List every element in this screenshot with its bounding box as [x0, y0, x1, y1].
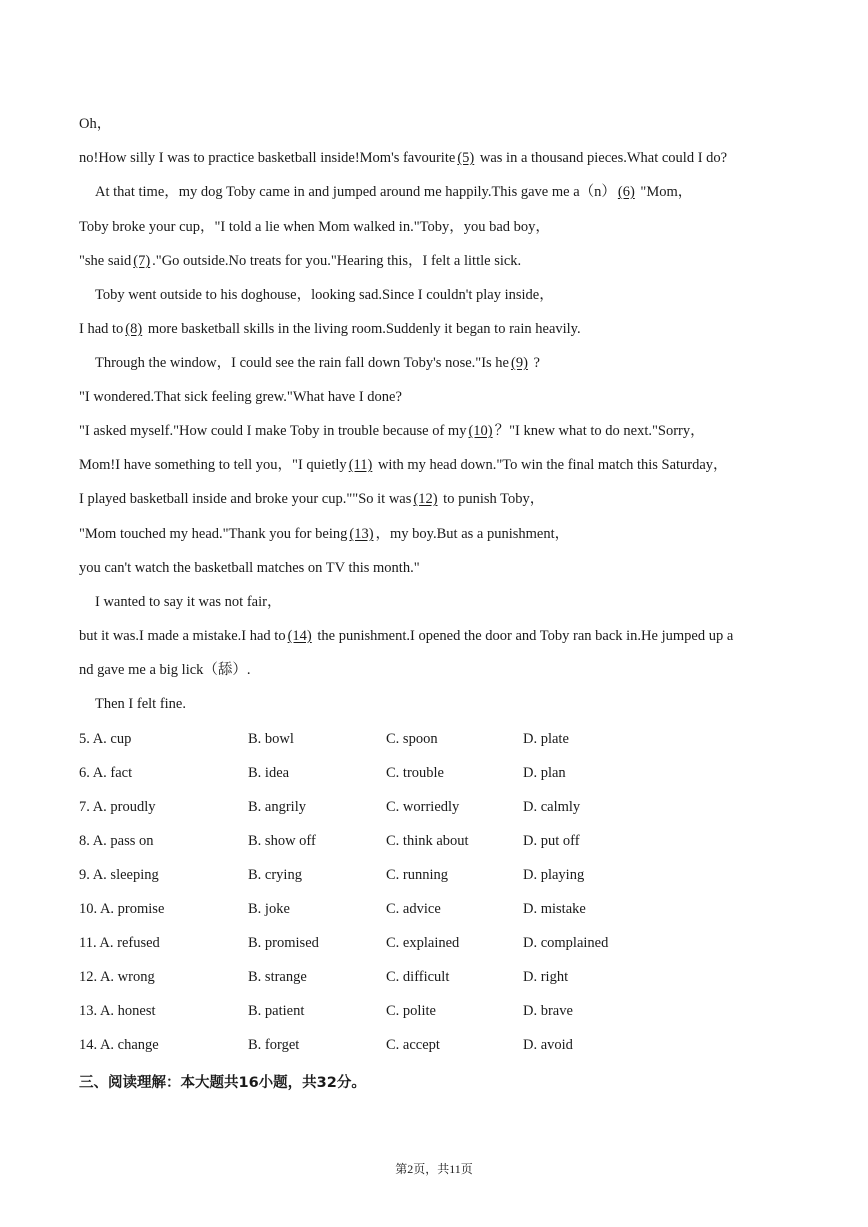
option-c: C. spoon [386, 731, 438, 747]
passage-text: you can't watch the basketball matches on TV this month." [79, 560, 420, 576]
passage-text: to punish Toby， [443, 491, 545, 507]
blank-12: (12) [413, 491, 438, 507]
option-d: D. playing [523, 867, 585, 883]
blank-9: (9) [510, 355, 528, 371]
passage-text: was in a thousand pieces.What could I do? [479, 150, 728, 166]
option-d: D. complained [523, 935, 609, 951]
option-row [79, 968, 779, 986]
option-b: B. patient [248, 1003, 305, 1019]
passage-line [79, 661, 251, 679]
passage-text: "I asked myself."How could I make Toby in trouble because of my [79, 423, 467, 439]
passage-text: no!How silly I was to practice basketball inside!Mom's favourite [79, 150, 456, 166]
passage-text: I played basketball inside and broke your cup.""So it was [79, 491, 412, 507]
option-d: D. brave [523, 1003, 573, 1019]
passage-text: Toby went outside to his doghouse，looking sad.Since I couldn't play inside， [95, 287, 554, 303]
option-b: B. forget [248, 1037, 300, 1053]
option-a: 8. A. pass on [79, 833, 154, 849]
option-c: C. explained [386, 935, 460, 951]
passage-text: At that time，my dog Toby came in and jumped around me happily.This gave me a（n） [95, 184, 616, 200]
passage-line [79, 490, 544, 508]
option-b: B. strange [248, 969, 307, 985]
option-c: C. think about [386, 833, 469, 849]
passage-line [79, 525, 569, 543]
option-c: C. accept [386, 1037, 440, 1053]
option-c: C. polite [386, 1003, 436, 1019]
option-row [79, 832, 779, 850]
option-row [79, 866, 779, 884]
option-a: 5. A. cup [79, 731, 132, 747]
option-b: B. idea [248, 765, 290, 781]
passage-text: "she said [79, 253, 132, 269]
passage-text: ，my boy.But as a punishment， [375, 526, 570, 542]
option-d: D. plate [523, 731, 569, 747]
option-c: C. worriedly [386, 799, 460, 815]
passage-text: Then I felt fine. [95, 696, 186, 712]
passage-text: but it was.I made a mistake.I had to [79, 628, 286, 644]
blank-13: (13) [349, 526, 374, 542]
option-row [79, 764, 779, 782]
passage-text: I had to [79, 321, 124, 337]
option-d: D. right [523, 969, 569, 985]
option-b: B. crying [248, 867, 302, 883]
option-d: D. put off [523, 833, 580, 849]
option-b: B. promised [248, 935, 319, 951]
passage-text: the punishment.I opened the door and Toby ran back in.He jumped up a [317, 628, 734, 644]
option-row [79, 1036, 779, 1054]
passage-line [95, 183, 692, 201]
passage-line [79, 456, 728, 474]
option-a: 13. A. honest [79, 1003, 156, 1019]
passage-line [79, 115, 111, 133]
blank-10: (10) [468, 423, 493, 439]
option-d: D. avoid [523, 1037, 573, 1053]
passage-line [95, 593, 281, 611]
option-d: D. plan [523, 765, 566, 781]
passage-text: I wanted to say it was not fair， [95, 594, 282, 610]
option-a: 9. A. sleeping [79, 867, 159, 883]
blank-14: (14) [287, 628, 312, 644]
passage-text: ？"I knew what to do next."Sorry， [494, 423, 705, 439]
option-a: 7. A. proudly [79, 799, 156, 815]
passage-line [79, 320, 581, 338]
passage-line [95, 354, 540, 372]
option-c: C. running [386, 867, 449, 883]
option-d: D. calmly [523, 799, 581, 815]
option-row [79, 730, 779, 748]
passage-text: Toby broke your cup，"I told a lie when Mom walked in."Toby，you bad boy， [79, 219, 550, 235]
passage-line [95, 286, 554, 304]
blank-8: (8) [125, 321, 143, 337]
passage-text: Through the window，I could see the rain fall down Toby's nose."Is he [95, 355, 509, 371]
option-c: C. trouble [386, 765, 444, 781]
passage-text: more basketball skills in the living room.Suddenly it began to rain heavily. [147, 321, 581, 337]
option-row [79, 1002, 779, 1020]
option-row [79, 900, 779, 918]
passage-text: nd gave me a big lick（舔）. [79, 662, 251, 678]
option-row [79, 934, 779, 952]
passage-text: Mom!I have something to tell you，"I quietly [79, 457, 347, 473]
option-b: B. joke [248, 901, 290, 917]
option-b: B. angrily [248, 799, 306, 815]
option-d: D. mistake [523, 901, 586, 917]
option-a: 11. A. refused [79, 935, 160, 951]
passage-text: "Mom， [640, 184, 693, 200]
blank-7: (7) [133, 253, 151, 269]
option-a: 10. A. promise [79, 901, 165, 917]
passage-line [79, 252, 521, 270]
passage-line [79, 218, 550, 236]
passage-line [79, 627, 733, 645]
option-a: 6. A. fact [79, 765, 133, 781]
passage-text: ."Go outside.No treats for you."Hearing this，I felt a little sick. [152, 253, 522, 269]
option-a: 14. A. change [79, 1037, 159, 1053]
passage-line [79, 388, 402, 406]
option-c: C. difficult [386, 969, 450, 985]
passage-text: ? [533, 355, 540, 371]
passage-text: "I wondered.That sick feeling grew."What have I done? [79, 389, 402, 405]
option-b: B. show off [248, 833, 316, 849]
blank-11: (11) [348, 457, 373, 473]
passage-text: "Mom touched my head."Thank you for being [79, 526, 348, 542]
option-c: C. advice [386, 901, 441, 917]
blank-5: (5) [457, 150, 475, 166]
page-footer: 第2页，共11页 [395, 1162, 473, 1176]
option-b: B. bowl [248, 731, 294, 747]
option-a: 12. A. wrong [79, 969, 155, 985]
passage-text: with my head down."To win the final match this Saturday， [377, 457, 728, 473]
passage-line [79, 149, 727, 167]
blank-6: (6) [617, 184, 635, 200]
passage-line [79, 559, 420, 577]
section-heading: 三、阅读理解：本大题共16小题，共32分。 [79, 1075, 366, 1091]
passage-line [95, 695, 186, 713]
passage-line [79, 422, 705, 440]
option-row [79, 798, 779, 816]
passage-text: Oh， [79, 116, 112, 132]
